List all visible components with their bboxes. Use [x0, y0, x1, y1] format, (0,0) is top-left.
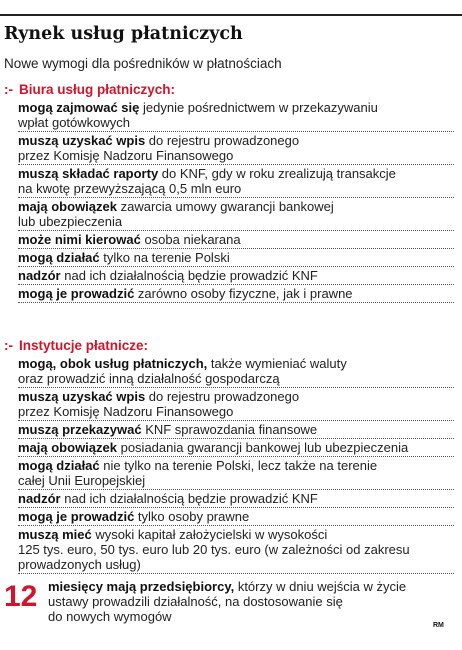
list-item	[18, 249, 454, 267]
item-bold-text: muszą składać raporty	[18, 166, 159, 181]
footer-line2: ustawy prowadzili działalność, na dostosowanie się	[48, 594, 343, 609]
item-line1	[18, 250, 454, 265]
list-item	[18, 132, 454, 165]
item-line1	[18, 389, 454, 404]
item-line1	[18, 100, 454, 115]
item-line1	[18, 133, 454, 148]
item-text: posiadania gwarancji bankowej lub ubezpieczenia	[116, 440, 409, 455]
item-line2: wpłat gotówkowych	[18, 115, 130, 130]
author-credit: RM	[433, 622, 444, 629]
section-heading-payment-institutions	[4, 338, 148, 353]
item-bold-text: mogą je prowadzić	[18, 509, 135, 524]
item-bold-text: mogą działać	[18, 458, 100, 473]
item-line1	[18, 440, 454, 455]
item-line1	[18, 166, 454, 181]
section-marker: :-	[4, 82, 13, 97]
page-subtitle: Nowe wymogi dla pośredników w płatnościach	[4, 56, 282, 71]
payment-institutions-list	[18, 355, 454, 574]
list-item	[18, 526, 454, 574]
item-bold-text: muszą uzyskać wpis	[18, 389, 146, 404]
item-line2: lub ubezpieczenia	[18, 214, 123, 229]
list-item	[18, 508, 454, 526]
item-bold-text: mają obowiązek	[18, 440, 117, 455]
item-bold-text: muszą uzyskać wpis	[18, 133, 146, 148]
item-text: nad ich działalnością będzie prowadzić KNF	[60, 268, 318, 283]
footer-line3: do nowych wymogów	[48, 609, 172, 624]
list-item	[18, 388, 454, 421]
item-text: jedynie pośrednictwem w przekazywaniu	[139, 100, 378, 115]
list-item	[18, 490, 454, 508]
item-text: wysoki kapitał założycielski w wysokości	[91, 527, 328, 542]
item-line1	[18, 268, 454, 283]
item-line2: oraz prowadzić inną działalność gospodarczą	[18, 371, 280, 386]
footer-rest: którzy w dniu wejścia w życie	[234, 579, 407, 594]
item-text: do rejestru prowadzonego	[145, 133, 300, 148]
page-title: Rynek usług płatniczych	[4, 24, 243, 44]
list-item	[18, 165, 454, 198]
item-line2: całej Unii Europejskiej	[18, 473, 146, 488]
section-heading-payment-offices	[4, 82, 175, 97]
item-line1	[18, 509, 454, 524]
item-line2: na kwotę przewyższającą 0,5 mln euro	[18, 181, 242, 196]
list-item	[18, 439, 454, 457]
item-bold-text: mogą, obok usług płatniczych,	[18, 356, 208, 371]
item-bold-text: muszą przekazywać	[18, 422, 142, 437]
item-text: zarówno osoby fizyczne, jak i prawne	[134, 286, 353, 301]
item-line1	[18, 527, 454, 542]
item-line1	[18, 232, 454, 247]
item-bold-text: nadzór	[18, 491, 61, 506]
item-line1	[18, 422, 454, 437]
item-bold-text: mają obowiązek	[18, 199, 117, 214]
item-text: KNF sprawozdania finansowe	[141, 422, 318, 437]
item-line1	[18, 356, 454, 371]
list-item	[18, 355, 454, 388]
item-text: nie tylko na terenie Polski, lecz także na terenie	[99, 458, 378, 473]
top-rule	[0, 14, 462, 16]
item-line1	[18, 199, 454, 214]
item-line2: przez Komisję Nadzoru Finansowego	[18, 404, 234, 419]
item-text: do KNF, gdy w roku zrealizują transakcje	[158, 166, 396, 181]
item-text: tylko osoby prawne	[134, 509, 250, 524]
section-heading-text: Biura usług płatniczych:	[19, 82, 176, 97]
item-text: tylko na terenie Polski	[99, 250, 230, 265]
item-line1	[18, 491, 454, 506]
payment-offices-list	[18, 99, 454, 303]
list-item	[18, 198, 454, 231]
item-bold-text: muszą mieć	[18, 527, 92, 542]
list-item	[18, 99, 454, 132]
item-line1	[18, 458, 454, 473]
list-item	[18, 457, 454, 490]
footer-note	[48, 579, 406, 624]
item-bold-text: mogą je prowadzić	[18, 286, 135, 301]
list-item	[18, 285, 454, 303]
item-line3: prowadzonych usług)	[18, 557, 141, 572]
item-line2: 125 tys. euro, 50 tys. euro lub 20 tys. euro (w zależności od zakresu	[18, 542, 410, 557]
item-line1	[18, 286, 454, 301]
item-text: osoba niekarana	[140, 232, 241, 247]
item-text: także wymieniać waluty	[207, 356, 347, 371]
item-text: do rejestru prowadzonego	[145, 389, 300, 404]
list-item	[18, 231, 454, 249]
item-bold-text: nadzór	[18, 268, 61, 283]
item-line2: przez Komisję Nadzoru Finansowego	[18, 148, 234, 163]
item-text: nad ich działalnością będzie prowadzić KNF	[60, 491, 318, 506]
list-item	[18, 267, 454, 285]
item-bold-text: może nimi kierować	[18, 232, 141, 247]
highlight-number: 12	[4, 580, 38, 613]
section-heading-text: Instytucje płatnicze:	[19, 338, 149, 353]
section-marker: :-	[4, 338, 13, 353]
item-bold-text: mogą działać	[18, 250, 100, 265]
item-text: zawarcia umowy gwarancji bankowej	[116, 199, 334, 214]
list-item	[18, 421, 454, 439]
footer-bold: miesięcy mają przedsiębiorcy,	[48, 579, 235, 594]
item-bold-text: mogą zajmować się	[18, 100, 140, 115]
